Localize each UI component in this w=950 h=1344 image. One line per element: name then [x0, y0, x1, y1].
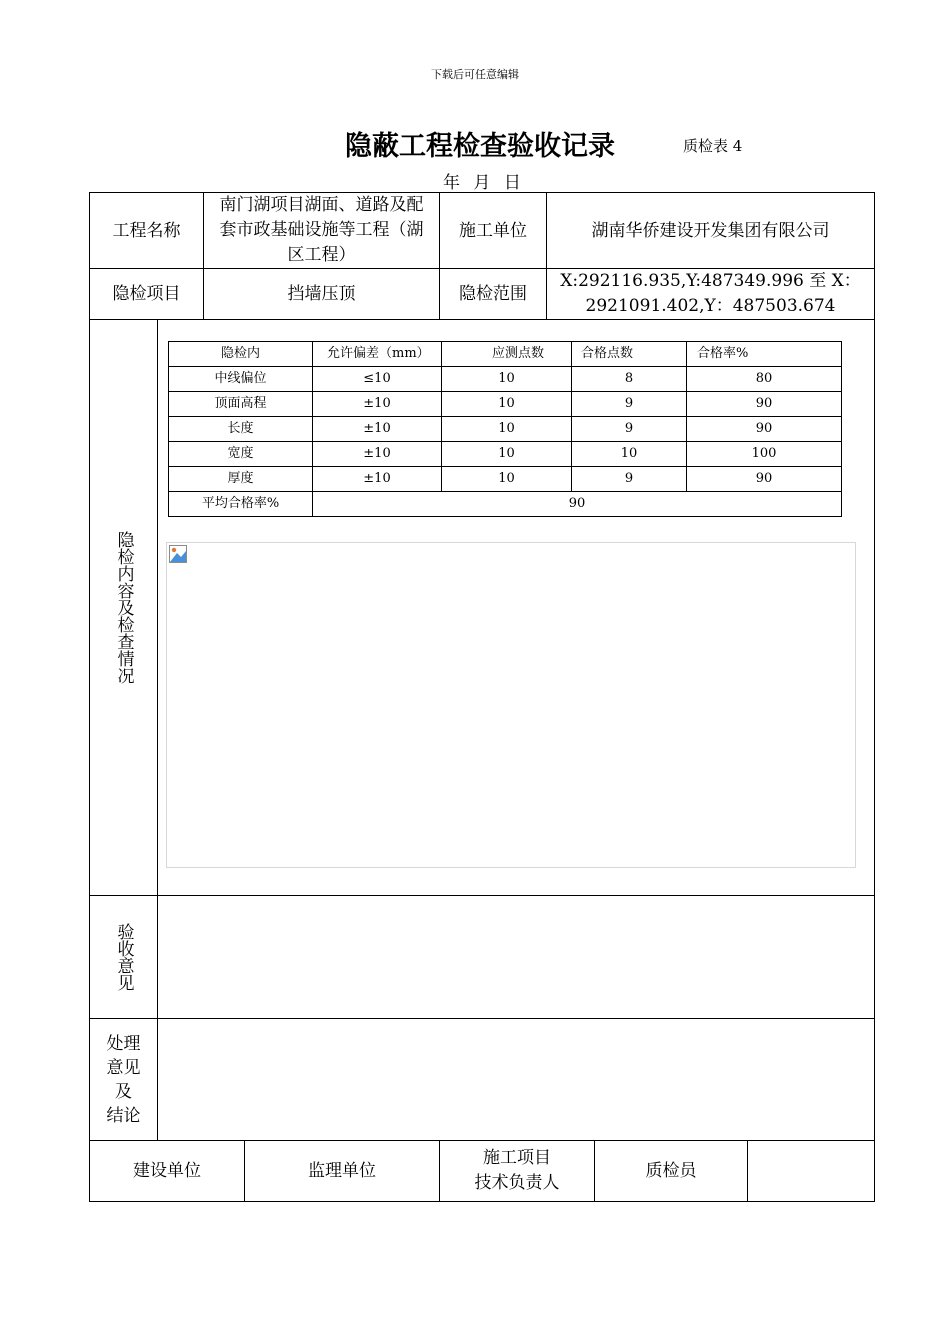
row-measure-points: 10 — [442, 367, 572, 392]
header-item: 隐检内 — [169, 342, 313, 367]
acceptance-label: 验收意见 — [113, 923, 134, 991]
acceptance-content — [158, 896, 875, 1019]
tech-lead-label — [440, 1141, 595, 1202]
project-name-label: 工程名称 — [90, 193, 204, 269]
project-name-line3: 区工程） — [287, 245, 356, 265]
table-row — [169, 467, 842, 492]
date-day: 日 — [503, 173, 521, 193]
average-label: 平均合格率% — [169, 492, 313, 517]
row-pass-rate: 90 — [687, 417, 842, 442]
row-pass-rate: 90 — [687, 467, 842, 492]
handling-label-line2: 意见 — [106, 1057, 141, 1078]
date-line — [443, 168, 529, 193]
acceptance-label-cell — [90, 896, 158, 1019]
inspection-range-label: 隐检范围 — [440, 269, 547, 320]
inspector-signature — [748, 1141, 875, 1202]
inspection-range-value — [547, 269, 875, 320]
row-measure-points: 10 — [442, 442, 572, 467]
row-pass-points: 9 — [572, 392, 687, 417]
average-row — [169, 492, 842, 517]
record-table — [89, 192, 875, 1202]
row-item: 长度 — [169, 417, 313, 442]
form-number: 质检表 4 — [683, 137, 743, 155]
header-tolerance: 允许偏差（mm） — [313, 342, 442, 367]
header-pass-rate: 合格率% — [687, 342, 842, 367]
row-item: 宽度 — [169, 442, 313, 467]
handling-content — [158, 1019, 875, 1141]
owner-label: 建设单位 — [90, 1141, 245, 1202]
row-tolerance: ±10 — [313, 467, 442, 492]
header-pass-points: 合格点数 — [572, 342, 687, 367]
tech-lead-line2: 技术负责人 — [474, 1173, 560, 1193]
inspection-item-label: 隐检项目 — [90, 269, 204, 320]
row-pass-rate: 80 — [687, 367, 842, 392]
row-tolerance: ±10 — [313, 392, 442, 417]
row-item: 厚度 — [169, 467, 313, 492]
broken-image-icon — [169, 545, 187, 563]
row-tolerance: ±10 — [313, 442, 442, 467]
row-pass-points: 9 — [572, 417, 687, 442]
supervisor-label: 监理单位 — [245, 1141, 440, 1202]
content-label-cell — [90, 320, 158, 896]
row-measure-points: 10 — [442, 467, 572, 492]
row-pass-rate: 100 — [687, 442, 842, 467]
row-item: 中线偏位 — [169, 367, 313, 392]
handling-label-cell — [90, 1019, 158, 1141]
handling-label-line1: 处理 — [106, 1033, 141, 1054]
row-pass-points: 9 — [572, 467, 687, 492]
row-measure-points: 10 — [442, 392, 572, 417]
contractor-label: 施工单位 — [440, 193, 547, 269]
project-name-line2: 套市政基础设施等工程（湖 — [219, 220, 424, 240]
page-title: 隐蔽工程检查验收记录 — [345, 131, 615, 162]
inspection-table — [168, 341, 842, 517]
handling-label-line4: 结论 — [106, 1105, 141, 1126]
header-note: 下载后可任意编辑 — [431, 68, 519, 81]
project-name-line1: 南门湖项目湖面、道路及配 — [219, 195, 424, 215]
inspection-header-row — [169, 342, 842, 367]
row-item: 顶面高程 — [169, 392, 313, 417]
content-cell — [158, 320, 875, 896]
row-measure-points: 10 — [442, 417, 572, 442]
content-label: 隐检内容及检查情况 — [113, 531, 134, 684]
photo-frame — [166, 542, 856, 868]
handling-label-line3: 及 — [115, 1081, 132, 1102]
inspection-item-value: 挡墙压顶 — [204, 269, 440, 320]
project-name-value — [204, 193, 440, 269]
row-pass-points: 8 — [572, 367, 687, 392]
date-year: 年 — [443, 173, 460, 193]
tech-lead-line1: 施工项目 — [483, 1148, 552, 1168]
row-pass-points: 10 — [572, 442, 687, 467]
row-tolerance: ≤10 — [313, 367, 442, 392]
contractor-value: 湖南华侨建设开发集团有限公司 — [547, 193, 875, 269]
date-month: 月 — [473, 173, 491, 193]
header-measure-points: 应测点数 — [442, 342, 572, 367]
table-row — [169, 417, 842, 442]
table-row — [169, 442, 842, 467]
range-line2: 2921091.402,Y：487503.674 — [585, 296, 836, 316]
row-pass-rate: 90 — [687, 392, 842, 417]
average-value: 90 — [313, 492, 842, 517]
table-row — [169, 367, 842, 392]
inspector-label: 质检员 — [595, 1141, 748, 1202]
table-row — [169, 392, 842, 417]
row-tolerance: ±10 — [313, 417, 442, 442]
range-line1: X:292116.935,Y:487349.996 至 X： — [560, 271, 861, 291]
title-row — [0, 124, 950, 164]
